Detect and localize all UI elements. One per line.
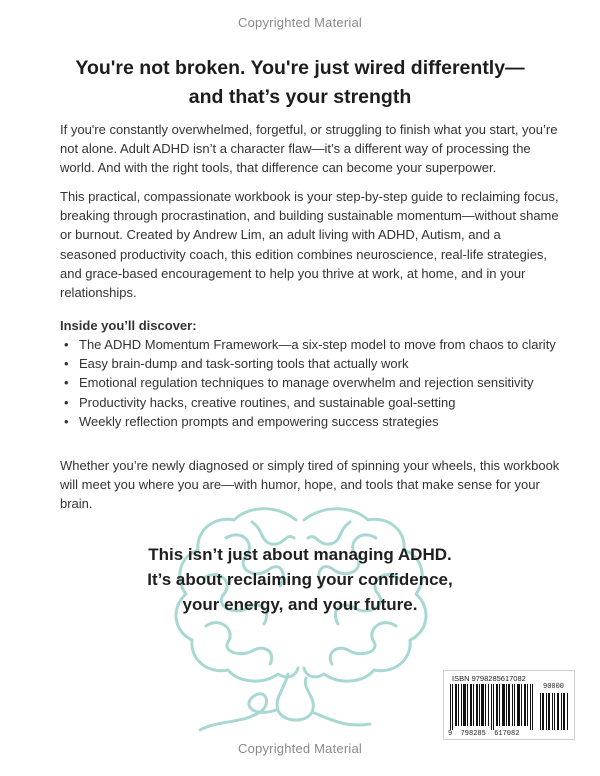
watermark-top: Copyrighted Material [238, 15, 362, 30]
headline-line-2: and that’s your strength [188, 86, 412, 108]
tagline-line-2: It’s about reclaiming your confidence, [147, 570, 453, 589]
list-item-text: Productivity hacks, creative routines, and sustainable goal-setting [79, 394, 456, 410]
list-item-text: Weekly reflection prompts and empowering success strategies [79, 413, 439, 429]
description-paragraph: This practical, compassionate workbook is your step-by-step guide to reclaiming focus, breaking through procrastination, and building sustainable momentum—without shame or burnout. Created by Andrew Lim, an adult living with ADHD, Autism, and a seasoned productivity coach, this edition combines neuroscience, real-life strategies, and grace-based encouragement to help you thrive at work, at home, and in your relationships. [60, 189, 559, 301]
watermark-bottom: Copyrighted Material [238, 741, 362, 756]
discover-section [60, 316, 560, 431]
isbn-label: ISBN 9798285617082 [452, 674, 526, 683]
discover-list [60, 335, 560, 431]
bullet-icon: • [64, 375, 69, 391]
discover-title: Inside you’ll discover: [60, 318, 197, 333]
list-item-text: Easy brain-dump and task-sorting tools that actually work [79, 356, 409, 372]
tagline-line-1: This isn’t just about managing ADHD. [148, 545, 452, 564]
list-item-text: Emotional regulation techniques to manage overwhelm and rejection sensitivity [79, 375, 534, 391]
barcode-digits: 9 798285 617082 [448, 730, 520, 738]
list-item [60, 393, 560, 412]
headline [30, 54, 570, 112]
headline-line-1: You're not broken. You're just wired differently— [75, 57, 525, 79]
bullet-icon: • [64, 413, 69, 429]
list-item-text: The ADHD Momentum Framework—a six-step model to move from chaos to clarity [79, 337, 556, 352]
barcode-bars-icon [450, 684, 534, 730]
barcode-addon-label: 90000 [543, 683, 565, 691]
barcode-addon-bars-icon [540, 693, 570, 730]
tagline [60, 542, 540, 617]
bullet-icon: • [64, 337, 69, 352]
bullet-icon: • [64, 356, 69, 372]
intro-paragraph: If you're constantly overwhelmed, forgetful, or struggling to finish what you start, you’re not alone. Adult ADHD isn’t a character flaw—it’s a different way of processing the world. And with the right tools, that difference can become your superpower. [60, 122, 558, 176]
brain-line-art-icon [156, 498, 446, 738]
bullet-icon: • [64, 394, 69, 410]
isbn-barcode [443, 670, 575, 740]
list-item [60, 373, 560, 392]
list-item [60, 335, 560, 354]
list-item [60, 412, 560, 431]
list-item [60, 354, 560, 373]
tagline-line-3: your energy, and your future. [182, 595, 418, 614]
closing-paragraph: Whether you’re newly diagnosed or simply tired of spinning your wheels, this workbook will meet you where you are—with humor, hope, and tools that make sense for your brain. [60, 458, 560, 512]
